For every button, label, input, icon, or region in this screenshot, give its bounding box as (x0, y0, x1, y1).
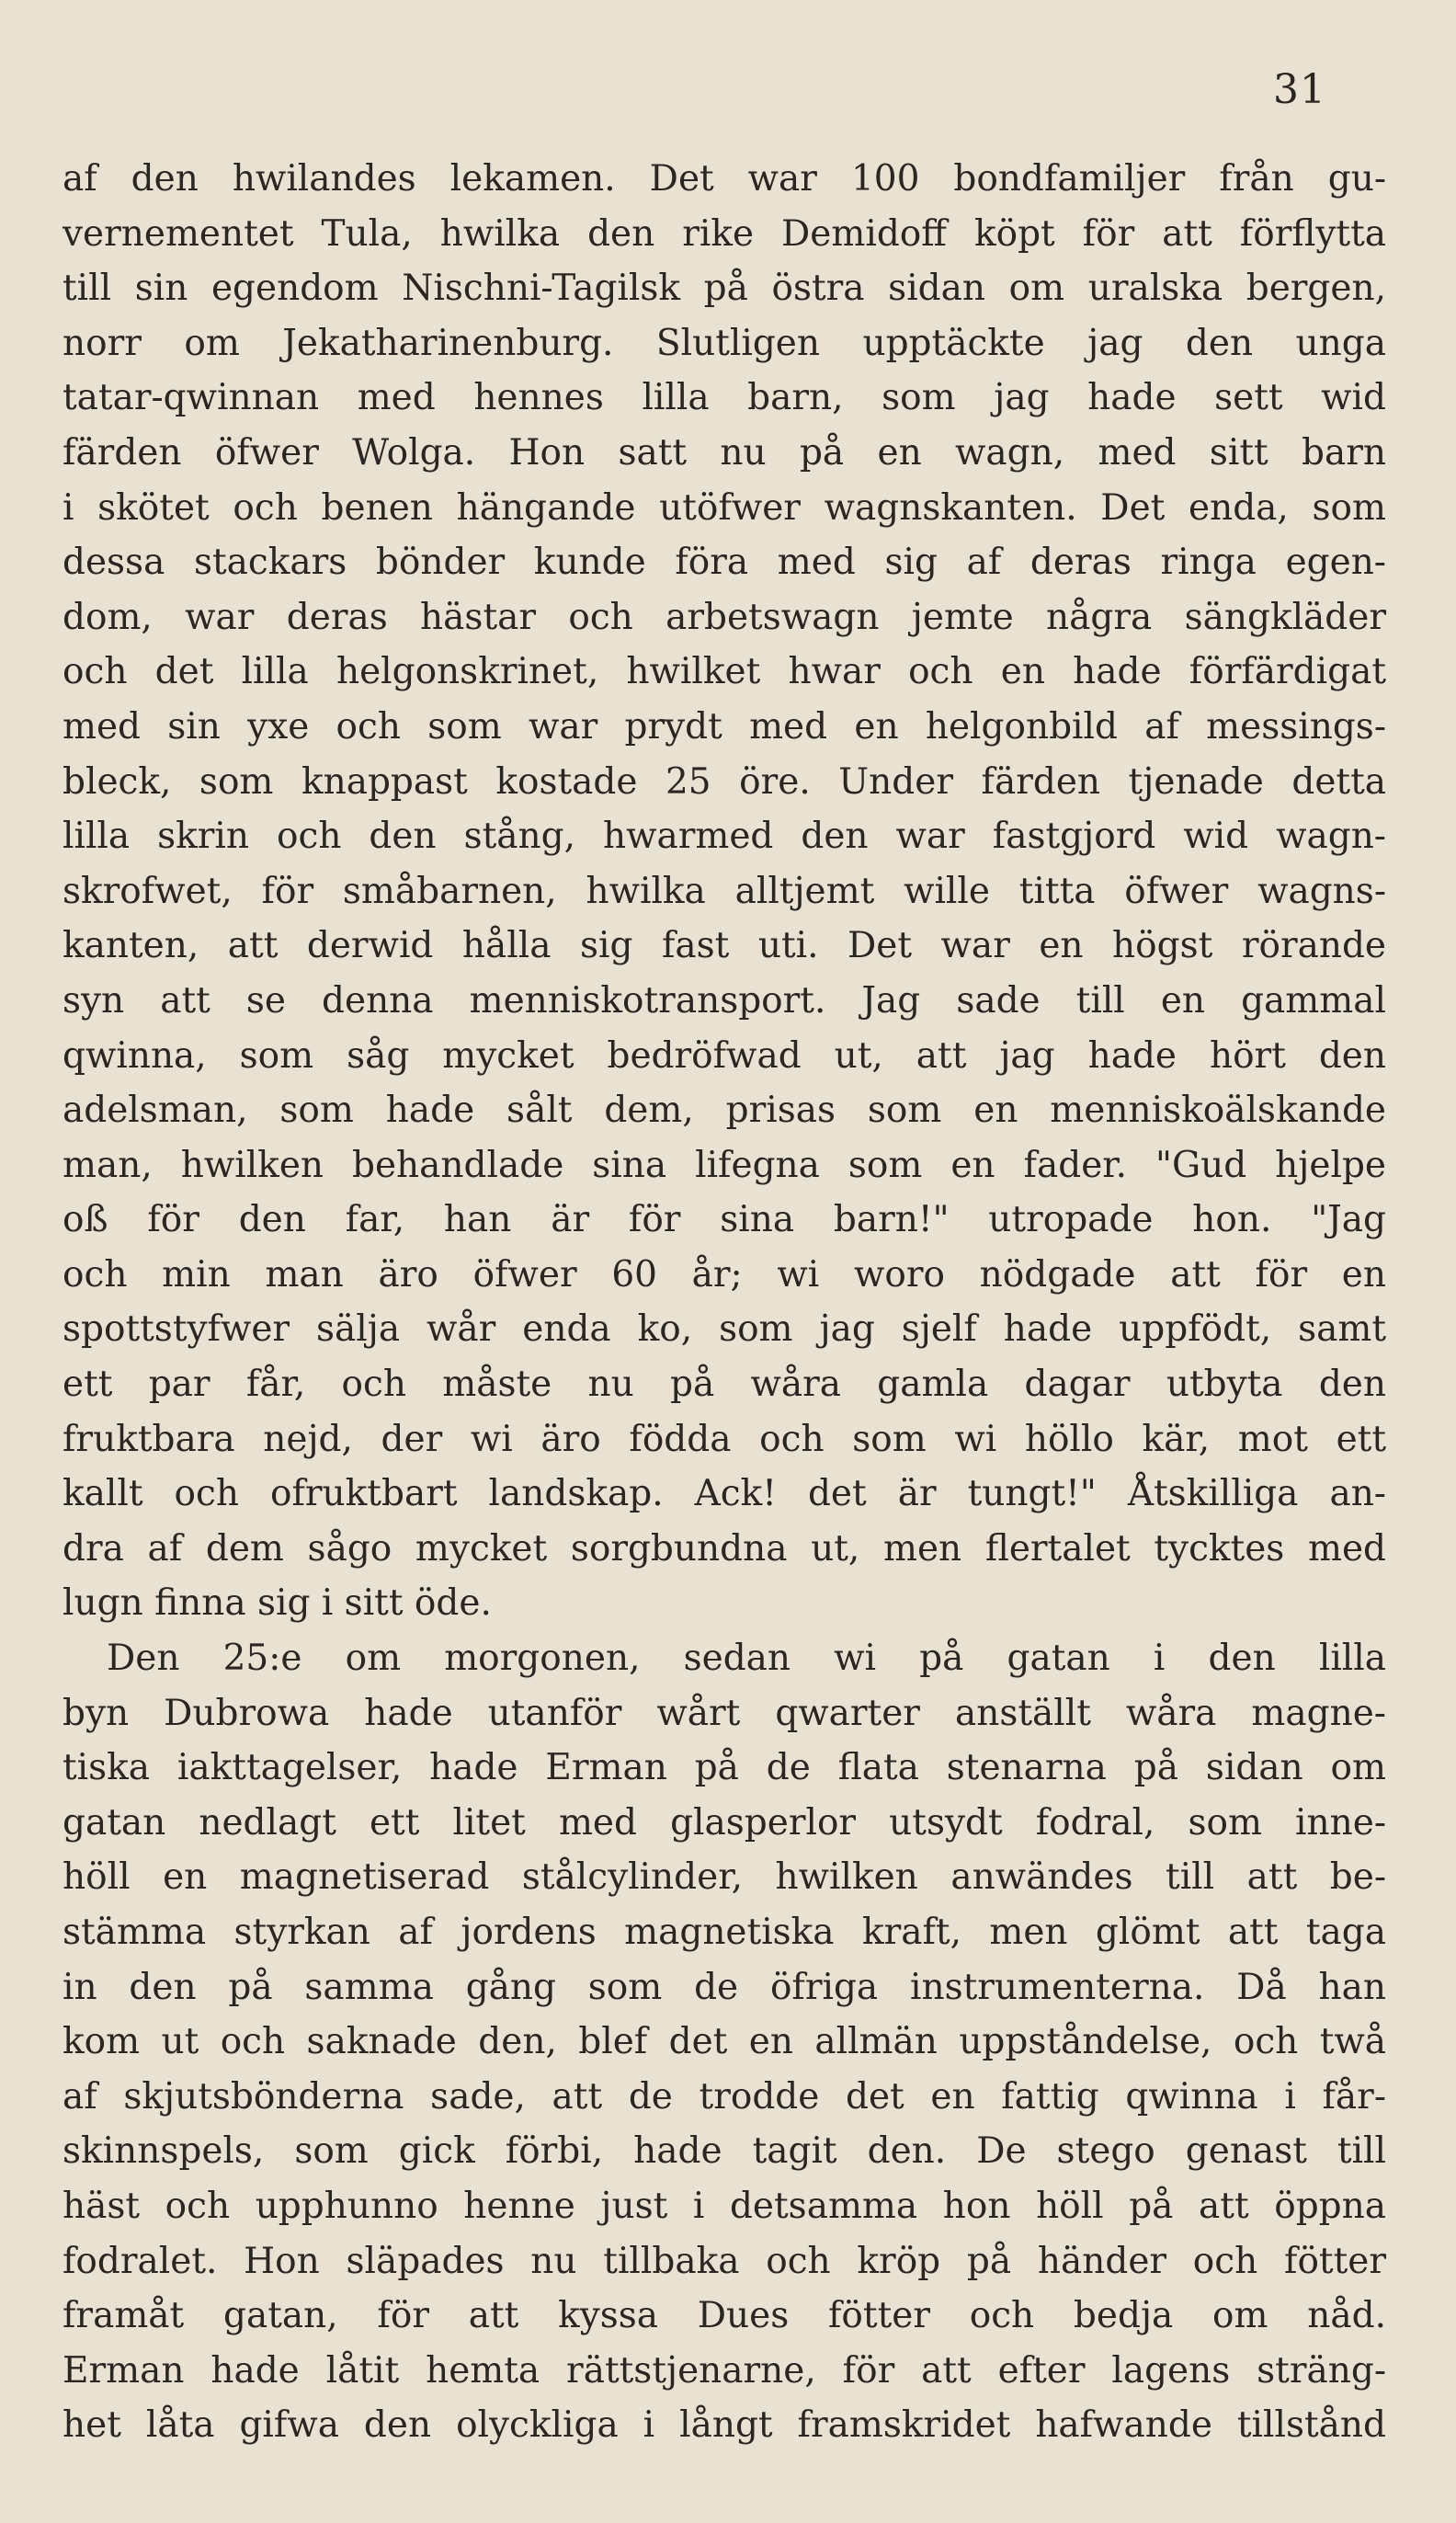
text-line: man, hwilken behandlade sina lifegna som en fader. "Gud hjelpe (63, 1144, 1386, 1186)
text-line: tiska iakttagelser, hade Erman på de flata stenarna på sidan om (63, 1747, 1386, 1789)
text-line: och min man äro öfwer 60 år; wi woro nödgade att för en (63, 1253, 1386, 1296)
text-line: framåt gatan, för att kyssa Dues fötter och bedja om nåd. (63, 2295, 1386, 2337)
text-line: gatan nedlagt ett litet med glasperlor utsydt fodral, som inne- (63, 1801, 1386, 1844)
text-line: med sin yxe och som war prydt med en helgonbild af messings- (63, 705, 1386, 748)
paragraph-start-line: Den 25:e om morgonen, sedan wi på gatan i den lilla (107, 1638, 1386, 1680)
text-line: kom ut och saknade den, blef det en allmän uppståndelse, och twå (63, 2021, 1386, 2063)
body-text (63, 152, 1386, 2453)
text-line: skinnspels, som gick förbi, hade tagit den. De stego genast till (63, 2130, 1386, 2173)
text-line: syn att se denna menniskotransport. Jag sade till en gammal (63, 979, 1386, 1022)
text-line: lilla skrin och den stång, hwarmed den war fastgjord wid wagn- (63, 816, 1386, 858)
text-line: och det lilla helgonskrinet, hwilket hwar och en hade förfärdigat (63, 651, 1386, 693)
text-line: af skjutsbönderna sade, att de trodde det en fattig qwinna i får- (63, 2075, 1386, 2118)
text-line: dom, war deras hästar och arbetswagn jemte några sängkläder (63, 596, 1386, 638)
text-line: bleck, som knappast kostade 25 öre. Under färden tjenade detta (63, 760, 1386, 803)
text-line: fodralet. Hon släpades nu tillbaka och kröp på händer och fötter (63, 2240, 1386, 2282)
text-line: norr om Jekatharinenburg. Slutligen upptäckte jag den unga (63, 322, 1386, 364)
text-line: spottstyfwer sälja wår enda ko, som jag sjelf hade uppfödt, samt (63, 1308, 1386, 1351)
text-line: adelsman, som hade sålt dem, prisas som en menniskoälskande (63, 1090, 1386, 1132)
text-line: färden öfwer Wolga. Hon satt nu på en wagn, med sitt barn (63, 431, 1386, 474)
text-line: het låta gifwa den olyckliga i långt framskridet hafwande tillstånd (63, 2404, 1386, 2447)
text-line: till sin egendom Nischni-Tagilsk på östra sidan om uralska bergen, (63, 268, 1386, 310)
text-line: häst och upphunno henne just i detsamma hon höll på att öppna (63, 2185, 1386, 2227)
text-line: vernementet Tula, hwilka den rike Demidoff köpt för att förflytta (63, 212, 1386, 255)
text-line: oß för den far, han är för sina barn!" utropade hon. "Jag (63, 1199, 1386, 1241)
text-line: dessa stackars bönder kunde föra med sig af deras ringa egen- (63, 542, 1386, 584)
text-line: qwinna, som såg mycket bedröfwad ut, att jag hade hört den (63, 1034, 1386, 1077)
text-line: dra af dem sågo mycket sorgbundna ut, men flertalet tycktes med (63, 1527, 1386, 1570)
text-line: ett par får, och måste nu på wåra gamla dagar utbyta den (63, 1364, 1386, 1406)
text-line: fruktbara nejd, der wi äro födda och som wi höllo kär, mot ett (63, 1418, 1386, 1460)
text-line: kallt och ofruktbart landskap. Ack! det är tungt!" Åtskilliga an- (63, 1473, 1386, 1515)
page-number: 31 (1273, 66, 1326, 113)
text-line: tatar-qwinnan med hennes lilla barn, som jag hade sett wid (63, 377, 1386, 419)
text-line: i skötet och benen hängande utöfwer wagnskanten. Det enda, som (63, 486, 1386, 529)
text-line: in den på samma gång som de öfriga instrumenterna. Då han (63, 1966, 1386, 2008)
text-line: kanten, att derwid hålla sig fast uti. Det war en högst rörande (63, 925, 1386, 967)
paragraph-end-line: lugn finna sig i sitt öde. (63, 1582, 492, 1625)
text-line: stämma styrkan af jordens magnetiska kraft, men glömt att taga (63, 1912, 1386, 1953)
text-line: byn Dubrowa hade utanför wårt qwarter anställt wåra magne- (63, 1692, 1386, 1734)
text-line: skrofwet, för småbarnen, hwilka alltjemt wille titta öfwer wagns- (63, 870, 1386, 912)
text-line: höll en magnetiserad stålcylinder, hwilken anwändes till att be- (63, 1856, 1386, 1899)
text-line: af den hwilandes lekamen. Det war 100 bondfamiljer från gu- (63, 158, 1386, 200)
text-line: Erman hade låtit hemta rättstjenarne, för att efter lagens sträng- (63, 2349, 1386, 2392)
